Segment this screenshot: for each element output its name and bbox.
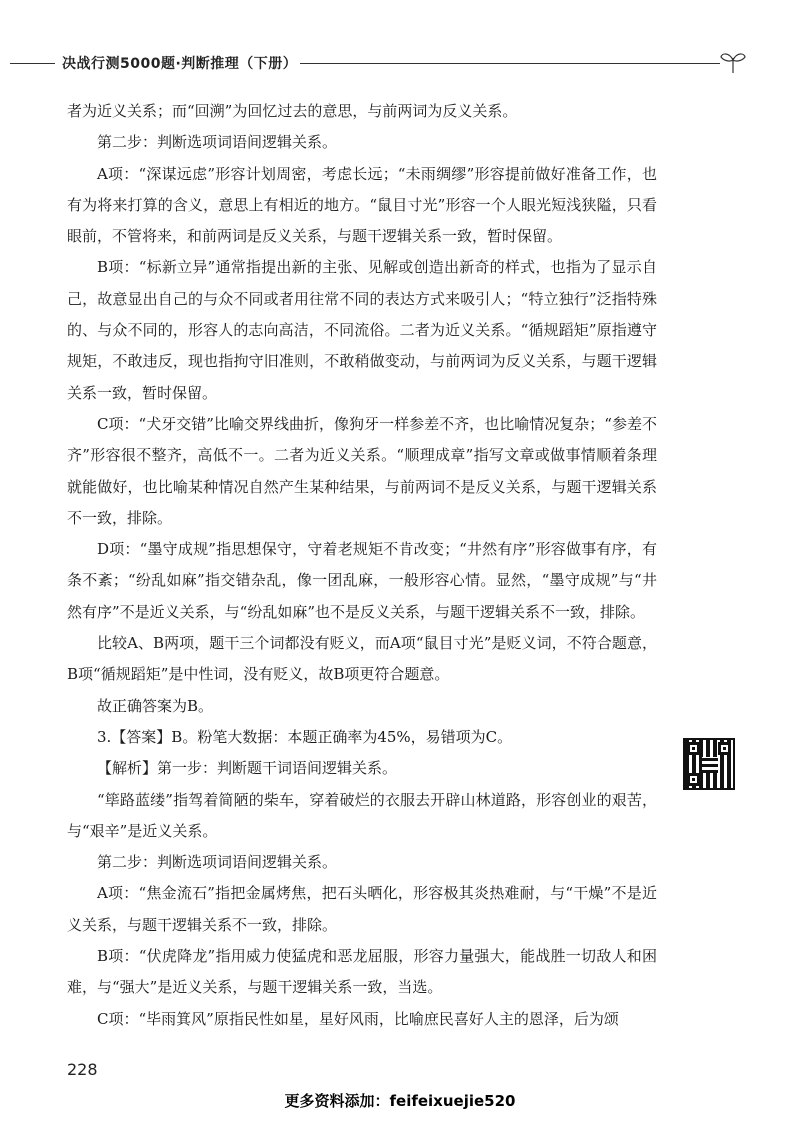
- body-paragraph: A项：“焦金流石”指把金属烤焦，把石头晒化，形容极其炎热难耐，与“干燥”不是近义关系，与题干逻辑关系不一致，排除。: [67, 884, 657, 934]
- qr-finder-icon: [718, 742, 731, 755]
- header-rule-right: [300, 63, 720, 64]
- body-paragraph: 比较A、B两项，题干三个词都没有贬义，而A项“鼠目寸光”是贬义词，不符合题意，B项“循规蹈矩”是中性词，没有贬义，故B项更符合题意。: [67, 634, 657, 684]
- page-number: 228: [67, 1060, 98, 1079]
- body-paragraph: 3.【答案】B。粉笔大数据：本题正确率为45%，易错项为C。: [97, 727, 513, 746]
- leaf-icon: [718, 48, 748, 74]
- qr-finder-icon: [687, 742, 700, 755]
- footer-note: 更多资料添加：feifeixuejie520: [284, 1092, 516, 1110]
- body-paragraph: C项：“毕雨箕风”原指民性如星，星好风雨，比喻庶民喜好人主的恩泽，后为颂: [97, 1009, 619, 1028]
- body-paragraph: 第二步：判断选项词语间逻辑关系。: [97, 853, 338, 872]
- header-rule-left: [10, 63, 55, 64]
- body-paragraph: 者为近义关系；而“回溯”为回忆过去的意思，与前两词为反义关系。: [67, 102, 518, 120]
- body-paragraph: A项：“深谋远虑”形容计划周密，考虑长远；“未雨绸缪”形容提前做好准备工作，也有为将来打算的含义，意思上有相近的地方。“鼠目寸光”形容一个人眼光短浅狭隘，只看眼前，不管将来，和前两词是反义关系，与题干逻辑关系一致，暂时保留。: [67, 164, 657, 246]
- body-paragraph: B项：“标新立异”通常指提出新的主张、见解或创造出新奇的样式，也指为了显示自己，故意显出自己的与众不同或者用往常不同的表达方式来吸引人；“特立独行”泛指特殊的、与众不同的，形容人的志向高洁，不同流俗。二者为近义关系。“循规蹈矩”原指遵守规矩，不敢违反，现也指拘守旧准则，不敢稍做变动，与前两词为反义关系，与题干逻辑关系一致，暂时保留。: [67, 258, 657, 402]
- body-paragraph: “筚路蓝缕”指驾着简陋的柴车，穿着破烂的衣服去开辟山林道路，形容创业的艰苦，与“艰辛”是近义关系。: [67, 790, 657, 840]
- body-paragraph: 故正确答案为B。: [97, 696, 214, 715]
- body-paragraph: 第二步：判断选项词语间逻辑关系。: [97, 133, 338, 152]
- body-paragraph: B项：“伏虎降龙”指用威力使猛虎和恶龙屈服，形容力量强大，能战胜一切敌人和困难，与“强大”是近义关系，与题干逻辑关系一致，当选。: [67, 947, 657, 997]
- body-paragraph: 【解析】第一步：判断题干词语间逻辑关系。: [97, 759, 398, 778]
- qr-code-icon: [683, 738, 735, 790]
- qr-finder-icon: [687, 773, 700, 786]
- page-body: [67, 96, 657, 1035]
- book-title: 决战行测5000题·判断推理（下册）: [62, 56, 298, 72]
- running-header: [0, 50, 800, 74]
- body-paragraph: C项：“犬牙交错”比喻交界线曲折，像狗牙一样参差不齐，也比喻情况复杂；“参差不齐”形容很不整齐，高低不一。二者为近义关系。“顺理成章”指写文章或做事情顺着条理就能做好，也比喻某种情况自然产生某种结果，与前两词不是反义关系，与题干逻辑关系不一致，排除。: [67, 414, 657, 527]
- body-paragraph: D项：“墨守成规”指思想保守，守着老规矩不肯改变；“井然有序”形容做事有序，有条不紊；“纷乱如麻”指交错杂乱，像一团乱麻，一般形容心情。显然，“墨守成规”与“井然有序”不是近义关系，与“纷乱如麻”也不是反义关系，与题干逻辑关系不一致，排除。: [67, 540, 657, 621]
- qr-module-block: [702, 757, 718, 773]
